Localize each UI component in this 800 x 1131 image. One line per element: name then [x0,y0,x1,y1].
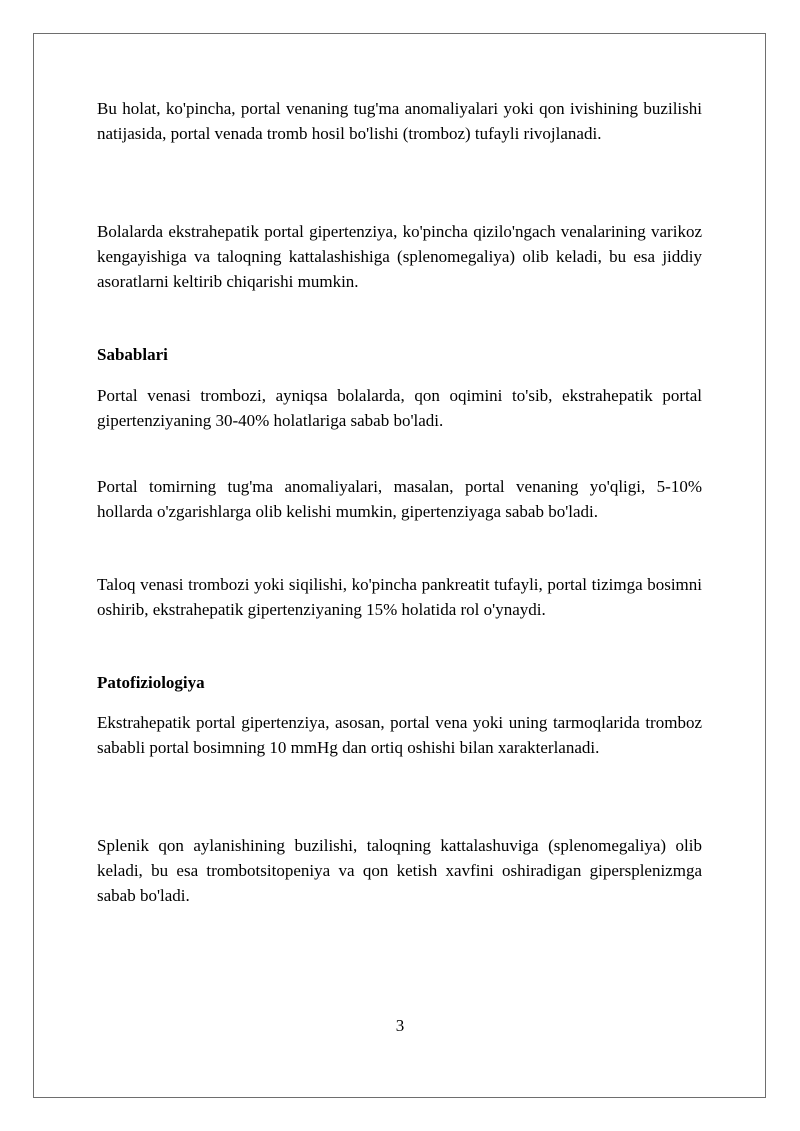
paragraph-children-complications: Bolalarda ekstrahepatik portal gipertenziya, ko'pincha qizilo'ngach venalarining varikoz kengayishiga va taloqning kattalashishiga (splenomegaliya) olib keladi, bu esa jiddiy asoratlarni keltirib chiqarishi mumkin. [97,222,702,291]
paragraph-portal-pressure: Ekstrahepatik portal gipertenziya, asosan, portal vena yoki uning tarmoqlarida tromboz sababli portal bosimning 10 mmHg dan ortiq oshishi bilan xarakterlanadi. [97,713,702,757]
paragraph-portal-vein-thrombosis: Portal venasi trombozi, ayniqsa bolalarda, qon oqimini to'sib, ekstrahepatik portal gipertenziyaning 30-40% holatlariga sabab bo'ladi. [97,386,702,430]
page-number: 3 [395,1016,405,1035]
paragraph-tromboz-intro: Bu holat, ko'pincha, portal venaning tug'ma anomaliyalari yoki qon ivishining buzilishi natijasida, portal venada tromb hosil bo'lishi (tromboz) tufayli rivojlanadi. [97,99,702,143]
page-border [33,33,766,1098]
heading-pathophysiology: Patofiziologiya [97,673,205,692]
paragraph-splenic-vein-thrombosis: Taloq venasi trombozi yoki siqilishi, ko'pincha pankreatit tufayli, portal tizimga bosimni oshirib, ekstrahepatik gipertenziyaning 15% holatida rol o'ynaydi. [97,575,702,619]
paragraph-congenital-anomalies: Portal tomirning tug'ma anomaliyalari, masalan, portal venaning yo'qligi, 5-10% hollarda o'zgarishlarga olib kelishi mumkin, gipertenziyaga sabab bo'ladi. [97,477,702,521]
paragraph-splenic-circulation: Splenik qon aylanishining buzilishi, taloqning kattalashuviga (splenomegaliya) olib keladi, bu esa trombotsitopeniya va qon ketish xavfini oshiradigan gipersplenizmga sabab bo'ladi. [97,836,702,905]
heading-causes: Sabablari [97,345,168,364]
